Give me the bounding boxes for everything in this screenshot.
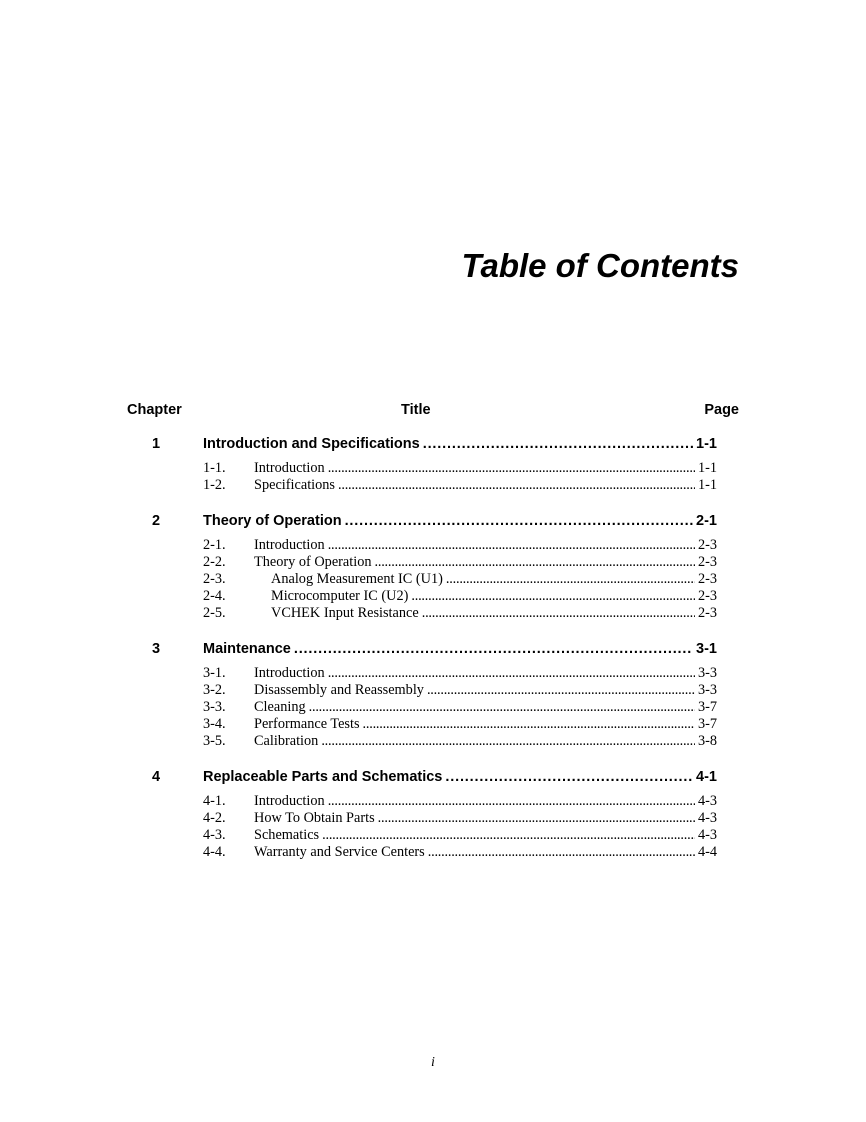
chapter-title: Replaceable Parts and Schematics <box>203 769 443 785</box>
section-title-line <box>271 588 717 605</box>
section-title-line <box>271 605 717 622</box>
chapter-title: Introduction and Specifications <box>203 436 420 452</box>
section-number: 3-5. <box>203 733 226 749</box>
chapter-title-line <box>203 766 717 788</box>
dot-leader <box>321 733 695 750</box>
section-title-line <box>254 460 717 477</box>
section-title: Theory of Operation <box>254 554 372 570</box>
section-page-number: 3-7 <box>697 716 717 732</box>
section-title: Calibration <box>254 733 319 749</box>
section-entry[interactable] <box>127 605 739 622</box>
section-page-number: 1-1 <box>697 460 717 476</box>
section-list <box>127 665 739 750</box>
section-number: 2-1. <box>203 537 226 553</box>
section-list <box>127 537 739 622</box>
dot-leader <box>378 810 695 827</box>
dot-leader <box>445 766 693 788</box>
section-title: Warranty and Service Centers <box>254 844 425 860</box>
chapter-title-line <box>203 638 717 660</box>
section-entry[interactable] <box>127 844 739 861</box>
section-entry[interactable] <box>127 537 739 554</box>
chapter-page-number: 1-1 <box>696 436 717 452</box>
dot-leader <box>328 537 695 554</box>
page-column-header: Page <box>704 402 739 418</box>
section-title: VCHEK Input Resistance <box>271 605 419 621</box>
dot-leader <box>411 588 695 605</box>
section-entry[interactable] <box>127 810 739 827</box>
section-entry[interactable] <box>127 793 739 810</box>
title-column-header: Title <box>401 402 431 418</box>
section-page-number: 2-3 <box>697 588 717 604</box>
chapter-number: 4 <box>152 769 161 785</box>
section-title: How To Obtain Parts <box>254 810 375 826</box>
section-title-line <box>254 827 717 844</box>
section-number: 4-3. <box>203 827 226 843</box>
toc-chapter-2 <box>127 510 739 622</box>
section-entry[interactable] <box>127 682 739 699</box>
dot-leader <box>375 554 695 571</box>
toc-chapter-1 <box>127 433 739 494</box>
section-page-number: 4-3 <box>697 810 717 826</box>
section-title-line <box>254 716 717 733</box>
dot-leader <box>328 460 695 477</box>
section-entry[interactable] <box>127 588 739 605</box>
dot-leader <box>423 433 693 455</box>
section-title-line <box>254 810 717 827</box>
chapter-entry[interactable] <box>127 638 739 660</box>
chapter-number: 2 <box>152 513 161 529</box>
dot-leader <box>422 605 695 622</box>
section-title-line <box>254 665 717 682</box>
section-number: 3-4. <box>203 716 226 732</box>
section-title: Specifications <box>254 477 335 493</box>
section-entry[interactable] <box>127 716 739 733</box>
page-folio: i <box>431 1055 435 1070</box>
section-page-number: 4-4 <box>697 844 717 860</box>
section-entry[interactable] <box>127 554 739 571</box>
dot-leader <box>363 716 695 733</box>
section-title-line <box>254 793 717 810</box>
chapter-page-number: 2-1 <box>696 513 717 529</box>
section-entry[interactable] <box>127 665 739 682</box>
chapter-title-line <box>203 510 717 532</box>
section-entry[interactable] <box>127 571 739 588</box>
section-title: Performance Tests <box>254 716 360 732</box>
section-page-number: 2-3 <box>697 571 717 587</box>
section-title: Microcomputer IC (U2) <box>271 588 409 604</box>
section-title-line <box>254 733 717 750</box>
section-title: Cleaning <box>254 699 306 715</box>
section-title-line <box>254 537 717 554</box>
section-number: 2-5. <box>203 605 226 621</box>
section-title: Disassembly and Reassembly <box>254 682 424 698</box>
dot-leader <box>338 477 695 494</box>
chapter-title: Maintenance <box>203 641 291 657</box>
section-number: 2-4. <box>203 588 226 604</box>
section-list <box>127 460 739 494</box>
section-number: 3-2. <box>203 682 226 698</box>
section-page-number: 4-3 <box>697 827 717 843</box>
chapter-title-line <box>203 433 717 455</box>
dot-leader <box>428 844 695 861</box>
section-number: 4-4. <box>203 844 226 860</box>
section-title-line <box>254 682 717 699</box>
page-title: Table of Contents <box>461 247 739 284</box>
chapter-page-number: 3-1 <box>696 641 717 657</box>
section-entry[interactable] <box>127 477 739 494</box>
chapter-entry[interactable] <box>127 766 739 788</box>
dot-leader <box>309 699 695 716</box>
section-title: Introduction <box>254 665 325 681</box>
dot-leader <box>322 827 695 844</box>
toc-chapter-4 <box>127 766 739 861</box>
section-title: Introduction <box>254 460 325 476</box>
section-title-line <box>254 699 717 716</box>
section-page-number: 2-3 <box>697 537 717 553</box>
section-page-number: 1-1 <box>697 477 717 493</box>
dot-leader <box>446 571 695 588</box>
section-page-number: 3-3 <box>697 665 717 681</box>
section-number: 2-3. <box>203 571 226 587</box>
section-entry[interactable] <box>127 733 739 750</box>
section-title: Introduction <box>254 537 325 553</box>
chapter-entry[interactable] <box>127 433 739 455</box>
section-title-line <box>254 477 717 494</box>
dot-leader <box>427 682 695 699</box>
section-entry[interactable] <box>127 460 739 477</box>
chapter-page-number: 4-1 <box>696 769 717 785</box>
table-of-contents <box>127 433 739 877</box>
section-number: 3-1. <box>203 665 226 681</box>
section-entry[interactable] <box>127 699 739 716</box>
section-number: 4-2. <box>203 810 226 826</box>
section-title-line <box>271 571 717 588</box>
toc-chapter-3 <box>127 638 739 750</box>
dot-leader <box>345 510 693 532</box>
dot-leader <box>328 793 695 810</box>
section-list <box>127 793 739 861</box>
section-page-number: 3-8 <box>697 733 717 749</box>
dot-leader <box>294 638 693 660</box>
section-number: 3-3. <box>203 699 226 715</box>
toc-column-headers <box>127 400 739 420</box>
section-number: 1-2. <box>203 477 226 493</box>
section-number: 1-1. <box>203 460 226 476</box>
section-title: Introduction <box>254 793 325 809</box>
section-title: Schematics <box>254 827 320 843</box>
chapter-title: Theory of Operation <box>203 513 342 529</box>
section-number: 4-1. <box>203 793 226 809</box>
section-page-number: 3-3 <box>697 682 717 698</box>
section-page-number: 4-3 <box>697 793 717 809</box>
section-page-number: 2-3 <box>697 554 717 570</box>
section-page-number: 3-7 <box>697 699 717 715</box>
chapter-number: 3 <box>152 641 161 657</box>
chapter-column-header: Chapter <box>127 402 182 418</box>
section-entry[interactable] <box>127 827 739 844</box>
section-title-line <box>254 844 717 861</box>
section-title: Analog Measurement IC (U1) <box>271 571 443 587</box>
dot-leader <box>328 665 695 682</box>
section-page-number: 2-3 <box>697 605 717 621</box>
section-title-line <box>254 554 717 571</box>
chapter-number: 1 <box>152 436 161 452</box>
section-number: 2-2. <box>203 554 226 570</box>
chapter-entry[interactable] <box>127 510 739 532</box>
